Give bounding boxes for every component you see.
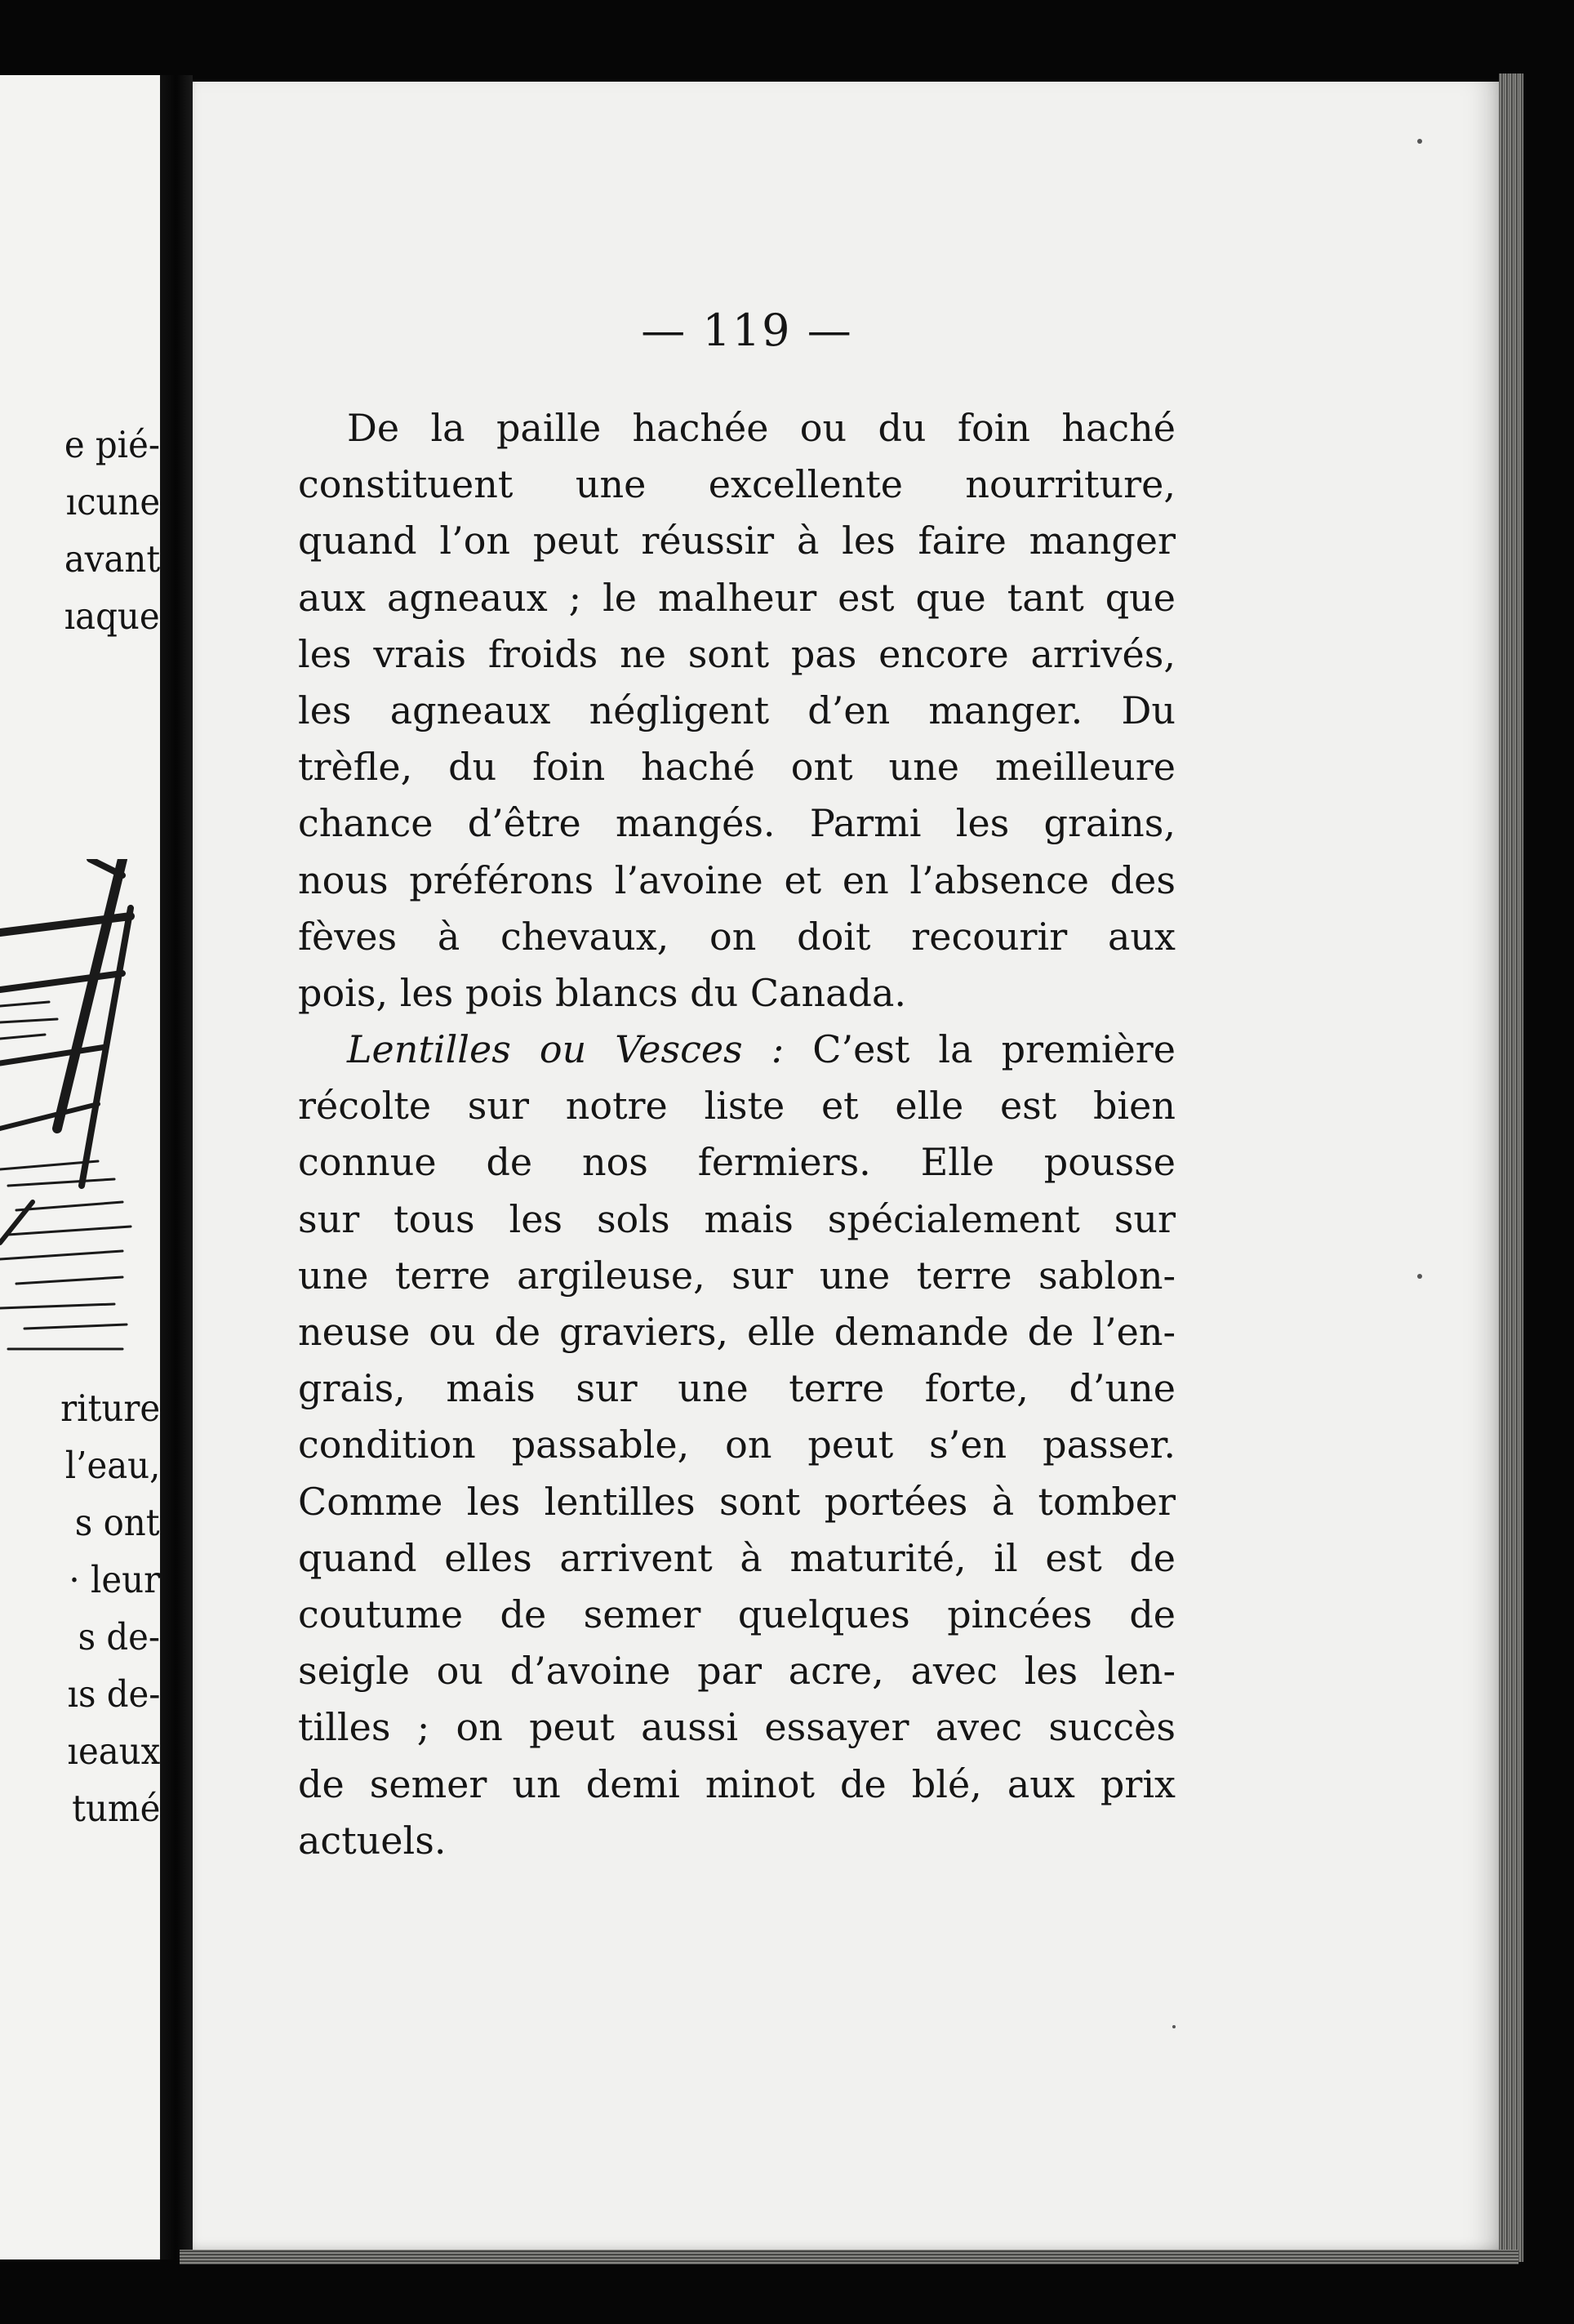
- previous-page-line: tumé: [71, 1787, 160, 1830]
- book-gutter: [160, 75, 193, 2259]
- text-line: coutume de semer quelques pincées de: [298, 1592, 1176, 1636]
- previous-page-fragment: [0, 75, 160, 2259]
- text-line: les vrais froids ne sont pas encore arrivés,: [298, 631, 1176, 676]
- text-line: les agneaux négligent d’en manger. Du: [298, 688, 1176, 732]
- text-line: pois, les pois blancs du Canada.: [298, 970, 907, 1015]
- text-line: neuse ou de graviers, elle demande de l’en-: [298, 1310, 1176, 1354]
- text-line: récolte sur notre liste et elle est bien: [298, 1084, 1176, 1129]
- text-line: aux agneaux ; le malheur est que tant que: [298, 575, 1176, 620]
- previous-page-line: s ont: [75, 1501, 160, 1544]
- text-line: grais, mais sur une terre forte, d’une: [298, 1366, 1176, 1411]
- previous-page-line: ıaque: [64, 594, 160, 638]
- text-line: sur tous les sols mais spécialement sur: [298, 1196, 1176, 1241]
- text-line: Comme les lentilles sont portées à tomber: [298, 1479, 1176, 1524]
- previous-page-line: e pié-: [64, 423, 160, 466]
- text-line: trèfle, du foin haché ont une meilleure: [298, 745, 1176, 790]
- previous-page-line: ıs de-: [67, 1672, 160, 1716]
- previous-page-line: s de-: [78, 1615, 160, 1658]
- previous-page-line: ıeaux: [67, 1730, 160, 1773]
- paper-speck: [1417, 1274, 1422, 1279]
- text-line: une terre argileuse, sur une terre sablon-: [298, 1253, 1176, 1298]
- previous-page-line: · leur: [69, 1558, 160, 1601]
- text-line: condition passable, on peut s’en passer.: [298, 1422, 1176, 1467]
- text-line: tilles ; on peut aussi essayer avec succès: [298, 1705, 1176, 1750]
- text-line: chance d’être mangés. Parmi les grains,: [298, 801, 1176, 846]
- engraving-illustration: [0, 859, 160, 1365]
- previous-page-line: riture: [60, 1387, 160, 1430]
- page-body-text: [298, 400, 1176, 1869]
- text-line: connue de nos fermiers. Elle pousse: [298, 1140, 1176, 1185]
- page-edges: [1499, 73, 1523, 2262]
- page-number: — 119 —: [641, 305, 853, 356]
- text-line: fèves à chevaux, on doit recourir aux: [298, 914, 1176, 959]
- text-line: quand elles arrivent à maturité, il est de: [298, 1535, 1176, 1580]
- text-line: actuels.: [298, 1818, 447, 1863]
- text-line: constituent une excellente nourriture,: [298, 462, 1176, 507]
- paper-speck: [1417, 139, 1422, 144]
- paper-speck: [1172, 2025, 1176, 2028]
- text-line: quand l’on peut réussir à les faire manger: [298, 519, 1176, 563]
- previous-page-line: l’eau,: [64, 1444, 160, 1487]
- section-heading: Lentilles ou Vesces :: [347, 1027, 785, 1072]
- page-bottom-edge: [180, 2250, 1518, 2264]
- previous-page-line: ıcune: [65, 480, 160, 523]
- text-line: nous préférons l’avoine et en l’absence des: [298, 857, 1176, 902]
- text-line: de semer un demi minot de blé, aux prix: [298, 1761, 1176, 1806]
- text-line: De la paille hachée ou du foin haché: [347, 406, 1176, 450]
- text-line: seigle ou d’avoine par acre, avec les len-: [298, 1649, 1176, 1694]
- section-line: [298, 1022, 1176, 1078]
- previous-page-line: avant: [64, 537, 160, 581]
- section-heading-continuation: C’est la première: [812, 1027, 1176, 1072]
